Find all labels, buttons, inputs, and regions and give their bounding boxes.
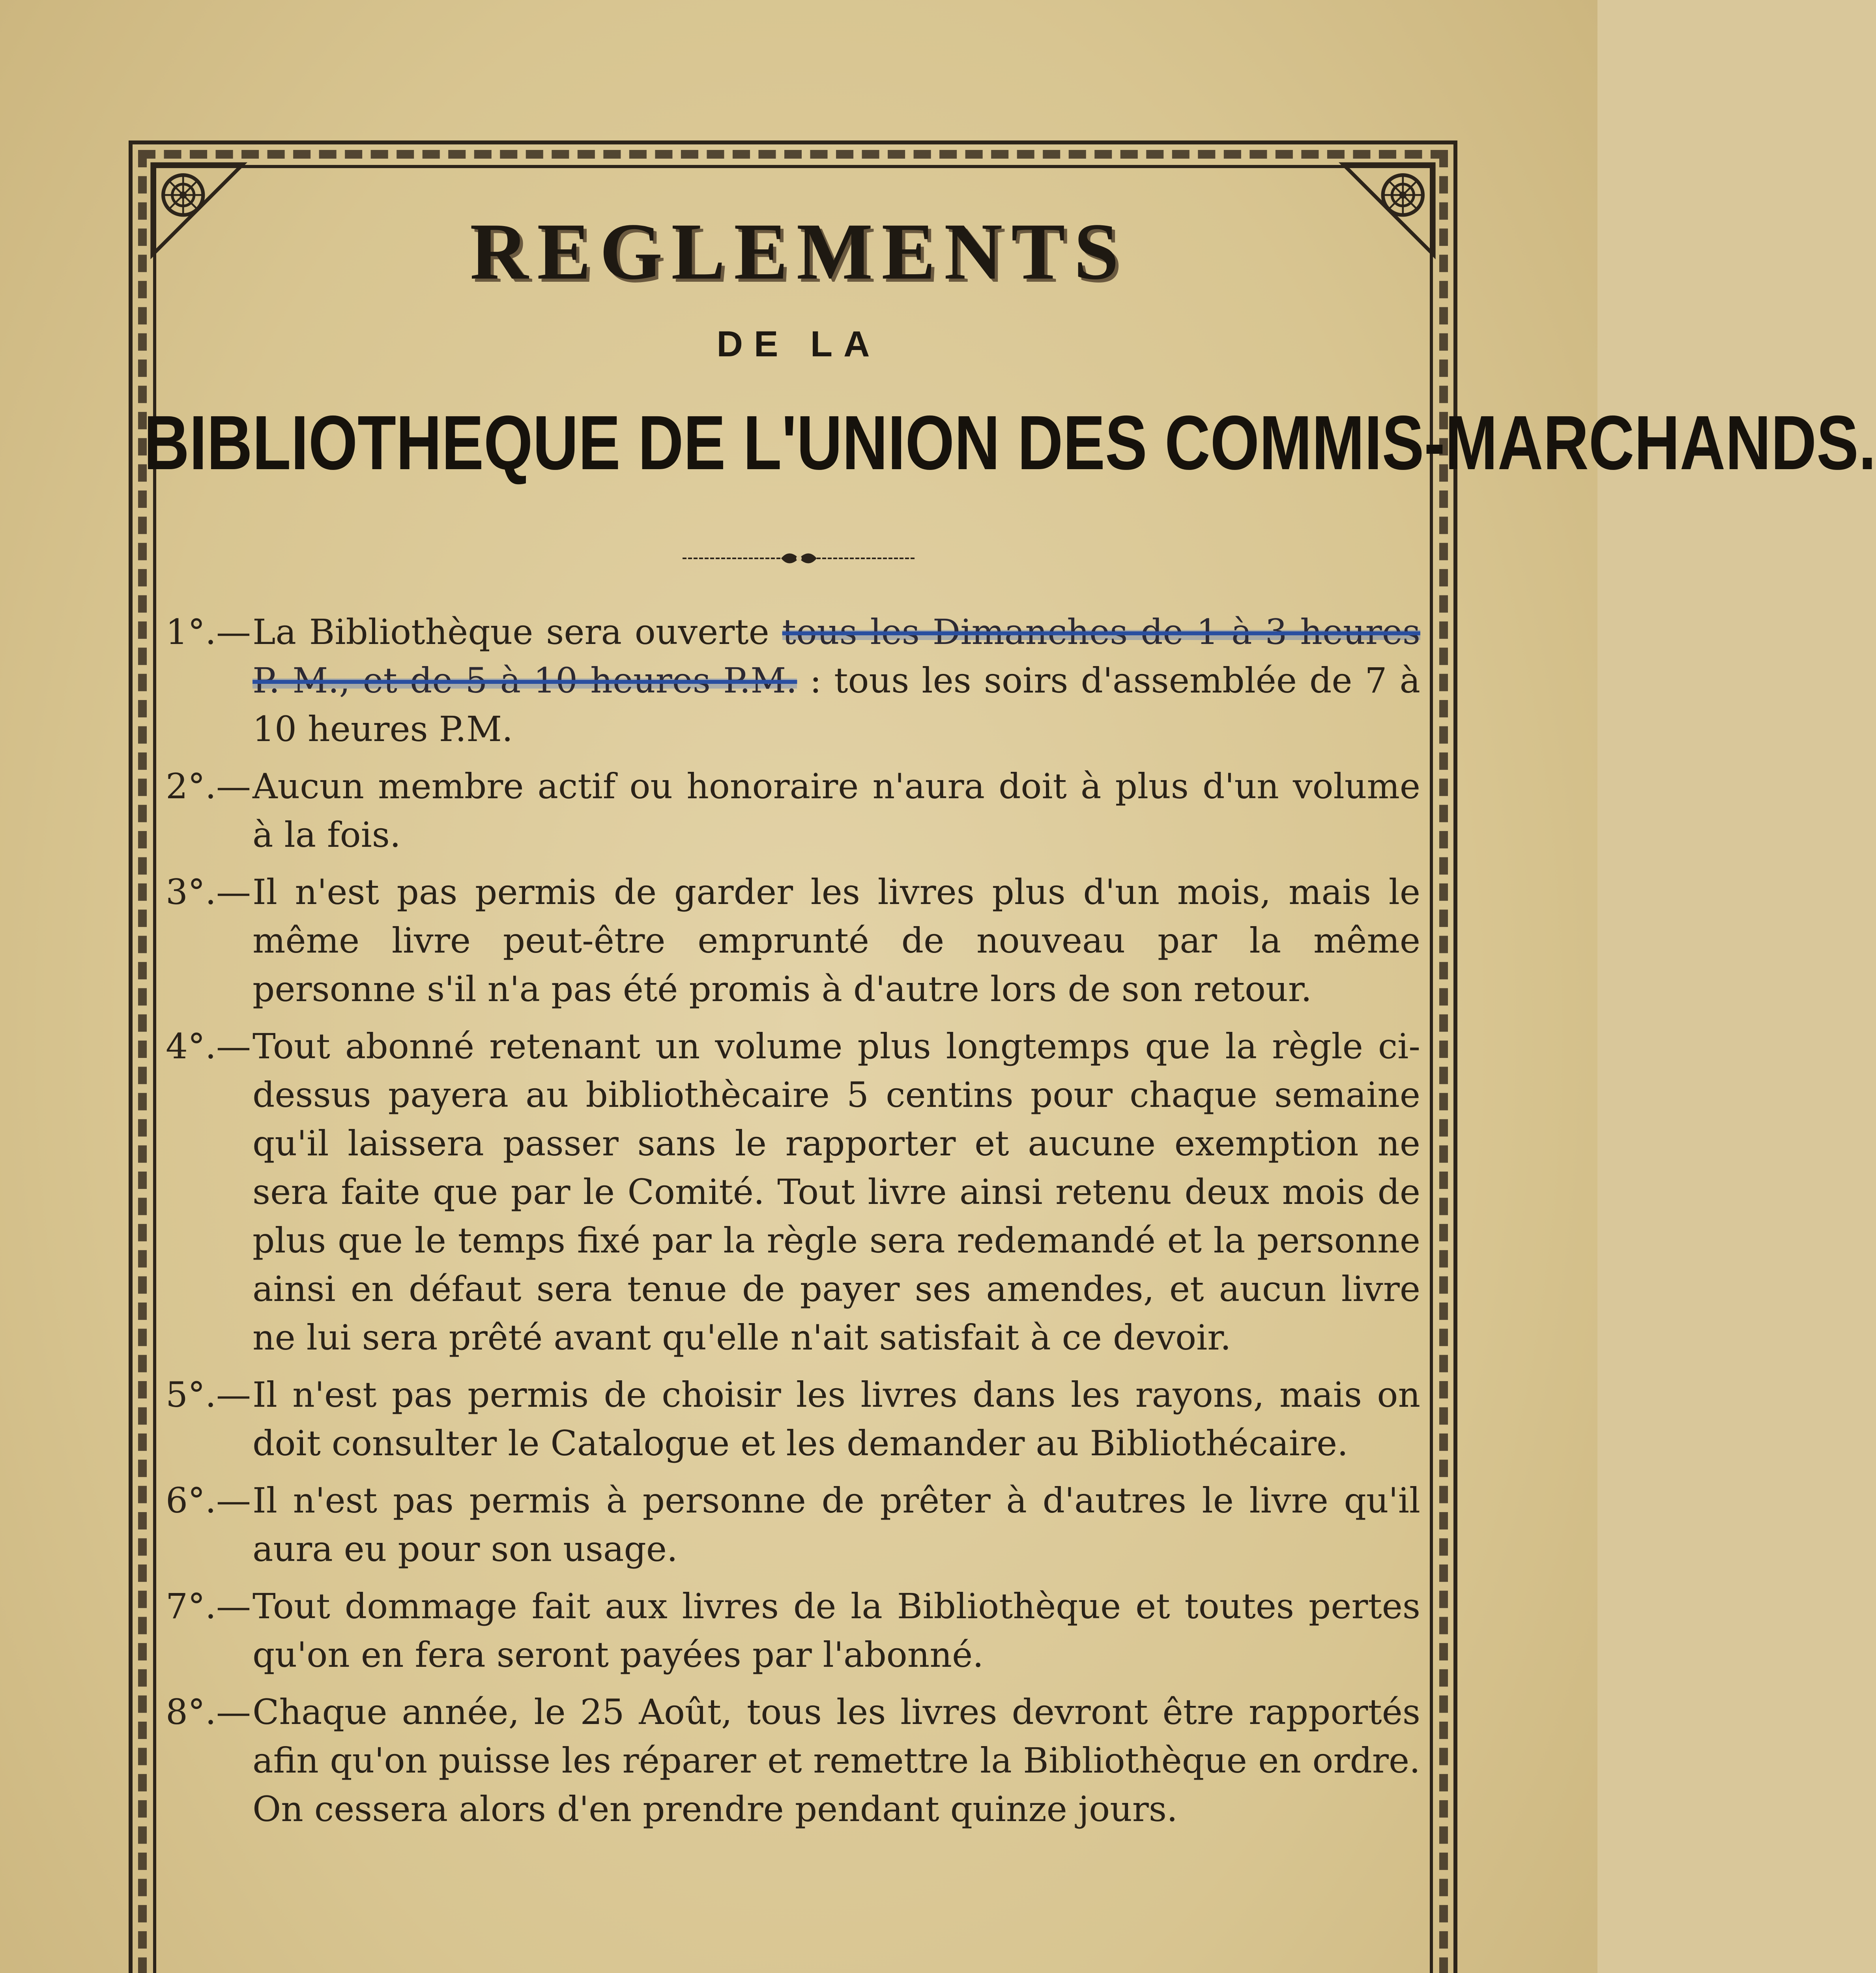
rule-item: [166, 608, 1420, 753]
divider-ornament-icon: [683, 547, 915, 570]
rule-number: 3°.—: [166, 872, 251, 912]
rule-text: Il n'est pas permis de garder les livres plus d'un mois, mais le même livre peut-être emprunté de nouveau par la même personne s'il n'a pas été promis à d'autre lors de son retour.: [253, 872, 1420, 1009]
page-subtitle: DE LA: [716, 324, 881, 364]
rules-list: [166, 608, 1420, 1842]
rule-number: 8°.—: [166, 1692, 251, 1732]
rule-item: [166, 1022, 1420, 1362]
rule-number: 7°.—: [166, 1586, 251, 1627]
rule-number: 6°.—: [166, 1480, 251, 1521]
rule-text: Chaque année, le 25 Août, tous les livres devront être rapportés afin qu'on puisse les réparer et remettre la Bibliothèque en ordre. On cessera alors d'en prendre pendant quinze jours.: [253, 1692, 1420, 1829]
rule-item: [166, 1688, 1420, 1833]
rule-number: 2°.—: [166, 766, 251, 807]
rule-item: [166, 1582, 1420, 1679]
rule-text: Il n'est pas permis de choisir les livres dans les rayons, mais on doit consulter le Catalogue et les demander au Bibliothécaire.: [253, 1374, 1420, 1464]
rule-text: : tous les soirs d'assemblée de 7 à 10 heures P.M.: [253, 660, 1420, 749]
rule-item: [166, 1370, 1420, 1468]
institution-name: BIBLIOTHEQUE DE L'UNION DES COMMIS-MARCHANDS.: [144, 400, 1876, 486]
rule-text: Tout dommage fait aux livres de la Bibliothèque et toutes pertes qu'on en fera seront payées par l'abonné.: [253, 1586, 1420, 1675]
page-title: REGLEMENTS: [470, 207, 1128, 296]
struck-through-text: tous les Dimanches de 1 à 3 heures P. M., et de 5 à 10 heures P.M.: [253, 612, 1420, 701]
rule-text: La Bibliothèque sera ouverte: [253, 612, 782, 652]
rule-text: Il n'est pas permis à personne de prêter à d'autres le livre qu'il aura eu pour son usage.: [253, 1480, 1420, 1569]
rule-number: 5°.—: [166, 1374, 251, 1415]
rule-item: [166, 868, 1420, 1013]
rule-text: Aucun membre actif ou honoraire n'aura doit à plus d'un volume à la fois.: [253, 766, 1420, 855]
rule-item: [166, 762, 1420, 859]
rule-number: 1°.—: [166, 612, 251, 652]
rule-item: [166, 1476, 1420, 1573]
rule-text: Tout abonné retenant un volume plus longtemps que la règle ci-dessus payera au bibliothècaire 5 centins pour chaque semaine qu'il laissera passer sans le rapporter et aucune exemption ne sera faite que par le Comité. Tout livre ainsi retenu deux mois de plus que le temps fixé par la règle sera redemandé et la personne ainsi en défaut sera tenue de payer ses amendes, et aucun livre ne lui sera prêté avant qu'elle n'ait satisfait à ce devoir.: [253, 1026, 1420, 1358]
rule-number: 4°.—: [166, 1026, 251, 1067]
